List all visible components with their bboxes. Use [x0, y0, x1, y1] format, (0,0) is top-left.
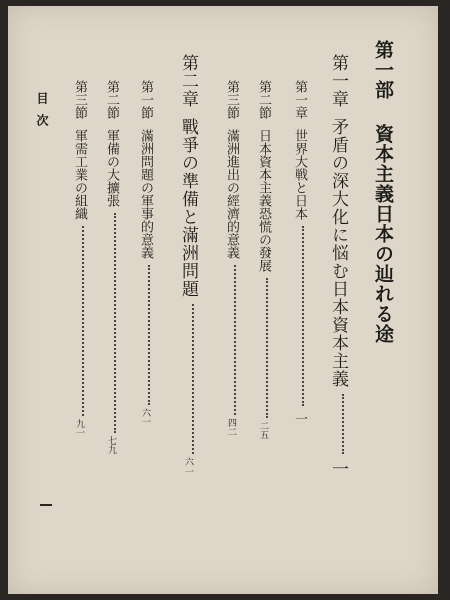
section-entry [222, 80, 241, 436]
section-title: 世界大戦と日本 [292, 129, 307, 220]
section-entry [290, 80, 309, 425]
chapter-entry [326, 54, 351, 478]
toc-label: 目次 [35, 92, 49, 136]
section-number: 第三節 [224, 80, 239, 119]
section-number: 第二節 [256, 80, 271, 119]
chapter-number: 第一章 [328, 54, 348, 108]
dot-leader [192, 304, 194, 454]
section-title: 日本資本主義恐慌の發展 [256, 129, 271, 272]
dot-leader [114, 213, 116, 433]
part-number: 第一部 [372, 40, 394, 100]
page-number: 七九 [106, 436, 116, 454]
section-entry [102, 80, 121, 454]
page-number: 四二 [226, 418, 236, 436]
section-number: 第一章 [292, 80, 307, 119]
section-number: 第三節 [72, 80, 87, 119]
page-number: 一 [328, 460, 348, 478]
page-number: 六一 [183, 457, 193, 477]
section-number: 第一節 [138, 80, 153, 119]
dot-leader [266, 278, 268, 418]
page-number: 一 [292, 412, 307, 425]
section-entry [254, 80, 273, 439]
dot-leader [82, 226, 84, 416]
page-number: 二五 [258, 421, 268, 439]
page-number: 九一 [74, 419, 84, 437]
section-number: 第二節 [104, 80, 119, 119]
dot-leader [234, 265, 236, 415]
dot-leader [302, 226, 304, 406]
section-title: 滿洲進出の經濟的意義 [224, 129, 239, 259]
book-page [8, 6, 438, 594]
folio-mark [40, 504, 52, 506]
chapter-title: 戰爭の準備と滿洲問題 [178, 118, 198, 298]
section-title: 滿洲問題の軍事的意義 [138, 129, 153, 259]
section-entry [136, 80, 155, 426]
chapter-title: 矛盾の深大化に悩む日本資本主義 [328, 118, 348, 388]
section-entry [70, 80, 89, 437]
part-heading [370, 40, 397, 344]
dot-leader [342, 394, 344, 454]
page-number: 六一 [140, 408, 150, 426]
section-title: 軍備の大擴張 [104, 129, 119, 207]
chapter-number: 第二章 [178, 54, 198, 108]
chapter-entry [176, 54, 201, 477]
section-title: 軍需工業の組織 [72, 129, 87, 220]
part-title: 資本主義日本の辿れる途 [372, 124, 394, 344]
dot-leader [148, 265, 150, 405]
